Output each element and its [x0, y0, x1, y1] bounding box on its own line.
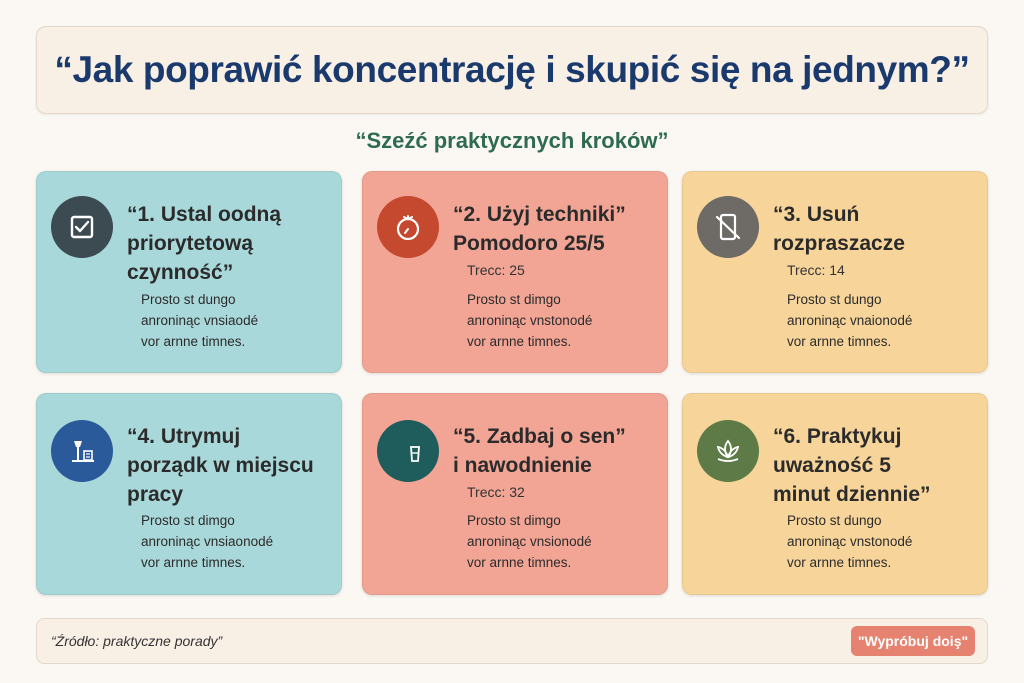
card-sleep-hydration: [362, 393, 668, 595]
card-meta: Trecc: 25: [467, 262, 525, 278]
lotus-icon: [697, 420, 759, 482]
card-description: Prosto st dungo anroninąc vnaionodé vor arnne timnes.: [787, 292, 913, 349]
card-title: “6. Praktykuj uważność 5 minut dziennie”: [773, 425, 931, 506]
page-title: “Jak poprawić koncentrację i skupić się na jednym?”: [54, 49, 970, 90]
footer-bar: [36, 618, 988, 664]
moon-water-icon: [377, 420, 439, 482]
card-pomodoro: [362, 171, 668, 373]
card-mindfulness: [682, 393, 988, 595]
title-banner: [36, 26, 988, 114]
card-description: Prosto st dimgo anroninąc vnsionodé vor arnne timnes.: [467, 513, 592, 570]
card-description: Prosto st dimgo anroninąc vnstonodé vor arnne timnes.: [467, 292, 593, 349]
page-subtitle: “Szeźć praktycznych kroków”: [355, 128, 669, 153]
card-description: Prosto st dungo anroninąc vnsiaodé vor arnne timnes.: [141, 292, 259, 349]
card-title: “4. Utrymuj porządk w miejscu pracy: [127, 425, 314, 506]
source-note: “Źródło: praktyczne porady”: [51, 633, 223, 649]
desk-lamp-icon: [51, 420, 113, 482]
card-meta: Trecc: 14: [787, 262, 845, 278]
card-title: “1. Ustal oodną priorytetową czynność”: [127, 203, 282, 284]
card-workspace: [36, 393, 342, 595]
card-description: Prosto st dungo anroninąc vnstonodé vor arnne timnes.: [787, 513, 913, 570]
card-description: Prosto st dimgo anroninąc vnsiaonodé vor arnne timnes.: [141, 513, 274, 570]
card-meta: Trecc: 32: [467, 484, 525, 500]
card-title: “3. Usuń rozpraszacze: [773, 203, 905, 255]
tomato-timer-icon: [377, 196, 439, 258]
card-title: “2. Użyj techniki” Pomodoro 25/5: [453, 203, 626, 255]
checkbox-icon: [51, 196, 113, 258]
card-title: “5. Zadbaj o sen” i nawodnienie: [453, 425, 626, 477]
card-priority: [36, 171, 342, 373]
try-it-button[interactable]: "Wypróbuj doiş": [851, 626, 975, 656]
phone-off-icon: [697, 196, 759, 258]
card-distractions: [682, 171, 988, 373]
